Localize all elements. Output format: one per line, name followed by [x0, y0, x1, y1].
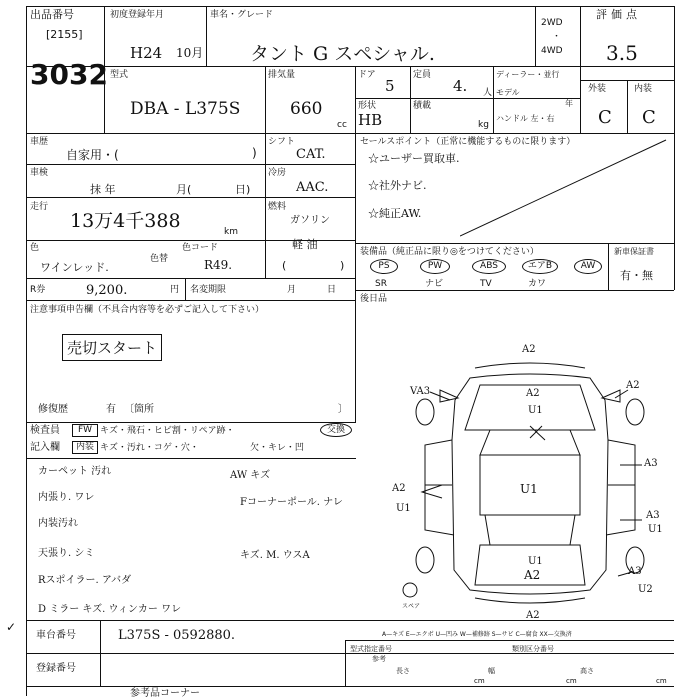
width-label: 幅: [488, 667, 495, 675]
repair-place: 〔箇所: [124, 404, 154, 415]
interior-label: 内装: [634, 84, 653, 94]
fuel-diesel: 軽 油: [292, 238, 318, 251]
km-unit: km: [224, 227, 238, 237]
ac-label: 冷房: [268, 168, 287, 178]
drive-4wd: 4WD: [541, 46, 563, 56]
equip-leather: カワ: [528, 279, 547, 289]
drive-2wd: 2WD: [541, 18, 563, 28]
color-code-label: 色コード: [182, 243, 219, 253]
ac-value: AAC.: [296, 180, 329, 195]
repair-label: 修復歴: [38, 404, 68, 415]
warranty-value: 有・無: [620, 269, 653, 282]
rating-label: 評価点: [596, 8, 641, 21]
model-year-label: モデル: [496, 88, 520, 97]
model-label: 型式: [110, 70, 129, 80]
sales-point-item: ☆社外ナビ.: [368, 179, 427, 192]
diagram-mark: A2: [626, 380, 640, 391]
shift-value: CAT.: [296, 147, 326, 162]
diagram-mark: VA3: [410, 386, 431, 397]
doors-label: ドア: [358, 70, 376, 80]
remark-item: Rスポイラー. アバダ: [38, 575, 132, 586]
warranty-label: 新車保証書: [614, 247, 654, 256]
interior-label-box: 内装: [72, 441, 98, 454]
remark-item: 内張り. ワレ: [38, 492, 95, 503]
interior-grade: C: [642, 107, 656, 128]
fuel-paren: (: [282, 259, 287, 272]
interior-items: キズ・汚れ・コゲ・穴・: [100, 443, 199, 453]
capacity-unit: 人: [483, 88, 493, 98]
equip-ps: PS: [370, 259, 398, 274]
damage-legend: A—キズ E—エクボ U—凹み W—補修跡 S—サビ C—腐食 XX—交換済: [382, 631, 572, 638]
drive-dot: ・: [552, 32, 562, 42]
equip-navi: ナビ: [425, 279, 444, 289]
equip-abs: ABS: [472, 259, 506, 274]
cm-unit-3: cm: [656, 677, 667, 685]
recycle-label: R券: [30, 285, 46, 295]
equip-aw: AW: [574, 259, 602, 274]
equip-tv: TV: [480, 279, 492, 289]
car-name-label: 車名・グレード: [210, 10, 274, 20]
name-change-label: 名変期限: [190, 285, 227, 295]
capacity-label: 定員: [413, 70, 432, 80]
sales-point-item: ☆純正AW.: [368, 207, 422, 220]
height-label: 高さ: [580, 667, 594, 675]
fuel-gas: ガソリン: [290, 215, 330, 226]
history-close: ): [252, 146, 257, 160]
reg-label: 登録番号: [36, 663, 76, 674]
first-reg-label: 初度登録年月: [110, 10, 165, 20]
interior-rest: 欠・キレ・凹: [250, 443, 304, 453]
displacement-value: 660: [290, 99, 323, 119]
form-label: 型式指定番号: [350, 645, 392, 653]
shape-label: 形状: [358, 101, 377, 111]
notes-title: 注意事項申告欄（不具合内容等を必ずご記入して下さい）: [30, 305, 265, 315]
check-mark: ✓: [6, 620, 17, 634]
diagram-mark: A2: [522, 344, 536, 355]
shape-value: HB: [358, 111, 383, 129]
later-parts-label: 後日品: [360, 294, 388, 304]
remark-item: カーペット 汚れ: [38, 466, 112, 477]
diagram-mark: A2: [524, 568, 541, 582]
fuel-paren-close: ): [340, 259, 345, 272]
day-unit: 日: [327, 285, 337, 295]
handle-label: ハンドル 左・右: [496, 114, 555, 123]
spare-label: スペア: [402, 603, 421, 610]
chassis-label: 車台番号: [36, 630, 76, 641]
mileage-label: 走行: [30, 202, 49, 212]
inspection-month: 月(: [176, 183, 192, 196]
year-unit: 年: [565, 99, 573, 108]
remark-item: 天張り. シミ: [38, 548, 95, 559]
fuel-label: 燃料: [268, 202, 287, 212]
rating-value: 3.5: [606, 41, 638, 65]
fw-replaced: 交換: [320, 423, 352, 437]
inspector-label-2: 記入欄: [30, 442, 60, 453]
car-name: タント G スペシャル.: [250, 43, 435, 65]
displacement-label: 排気量: [268, 70, 296, 80]
capacity-value: 4.: [453, 77, 468, 95]
sales-points-title: セールスポイント（正常に機能するものに限ります）: [360, 137, 576, 147]
doors-value: 5: [385, 77, 395, 95]
color-label: 色: [30, 243, 40, 253]
diagram-mark: U1: [396, 503, 411, 514]
color-value: ワインレッド.: [40, 261, 109, 274]
diagram-mark: A2: [526, 388, 540, 399]
dealer-label: ディーラー・並行: [496, 70, 560, 79]
recycle-value: 9,200.: [86, 283, 128, 298]
ref-label: 参考: [372, 655, 386, 663]
diagram-mark: U1: [528, 556, 543, 567]
sales-point-item: ☆ユーザー買取車.: [368, 152, 460, 165]
equip-airbag: エアB: [522, 259, 558, 274]
load-label: 積載: [413, 101, 432, 111]
shift-label: シフト: [268, 137, 296, 147]
month-unit: 月: [287, 285, 297, 295]
inspector-label: 検査員: [30, 425, 60, 436]
diagram-mark: U1: [520, 482, 538, 496]
diagram-mark: U2: [638, 584, 653, 595]
sales-points-strike: [460, 136, 674, 242]
model-value: DBA - L375S: [130, 99, 241, 119]
diagram-mark: A3: [644, 458, 658, 469]
remark-item: Fコーナーポール. ナレ: [240, 497, 343, 508]
diagram-mark: U1: [648, 524, 663, 535]
lot-sub: [2155]: [46, 28, 83, 41]
remark-item: 内装汚れ: [38, 518, 78, 529]
diagram-mark: A3: [628, 566, 642, 577]
class-label: 類別区分番号: [512, 645, 554, 653]
notes-stamp: 売切スタート: [62, 334, 162, 361]
repair-close: 〕: [338, 404, 348, 415]
corner-label: 参考品コーナー: [130, 688, 200, 699]
inspection-day: 日): [235, 183, 251, 196]
diagram-mark: U1: [528, 405, 543, 416]
yen-unit: 円: [170, 285, 180, 295]
first-reg-month: 10月: [176, 46, 204, 60]
cm-unit: cm: [474, 677, 485, 685]
exterior-label: 外装: [588, 84, 607, 94]
first-reg-year: H24: [130, 44, 163, 62]
lot-number: 3032: [30, 58, 108, 91]
cc-unit: cc: [337, 120, 347, 130]
cm-unit-2: cm: [566, 677, 577, 685]
inspection-value: 抹 年: [90, 183, 116, 196]
repair-value: 有: [106, 404, 116, 415]
diagram-mark: A2: [392, 483, 406, 494]
fw-items: キズ・飛石・ヒビ割・リペア跡・: [100, 426, 235, 436]
history-label: 車歴: [30, 137, 49, 147]
diagram-mark: A2: [526, 610, 540, 621]
inspection-label: 車検: [30, 168, 49, 178]
diagram-mark: A3: [646, 510, 660, 521]
equip-sr: SR: [375, 279, 387, 289]
diagram-mark: [534, 428, 547, 446]
color-code-value: R49.: [204, 258, 233, 272]
lot-label: 出品番号: [30, 8, 74, 21]
exterior-grade: C: [598, 107, 612, 128]
remark-item: D ミラー キズ. ウィンカー ワレ: [38, 604, 182, 615]
chassis-value: L375S - 0592880.: [118, 628, 236, 643]
kg-unit: kg: [478, 120, 489, 130]
fw-label: FW: [72, 424, 98, 437]
mileage-value: 13万4千388: [70, 210, 181, 232]
equip-pw: PW: [420, 259, 450, 274]
remark-item: キズ. M. ウスA: [240, 550, 310, 561]
history-value: 自家用・(: [66, 148, 119, 162]
length-label: 長さ: [396, 667, 410, 675]
equipment-title: 装備品（純正品に限り◎をつけてください）: [360, 247, 539, 257]
remark-item: AW キズ: [230, 470, 271, 481]
color-change-label: 色替: [150, 254, 169, 264]
